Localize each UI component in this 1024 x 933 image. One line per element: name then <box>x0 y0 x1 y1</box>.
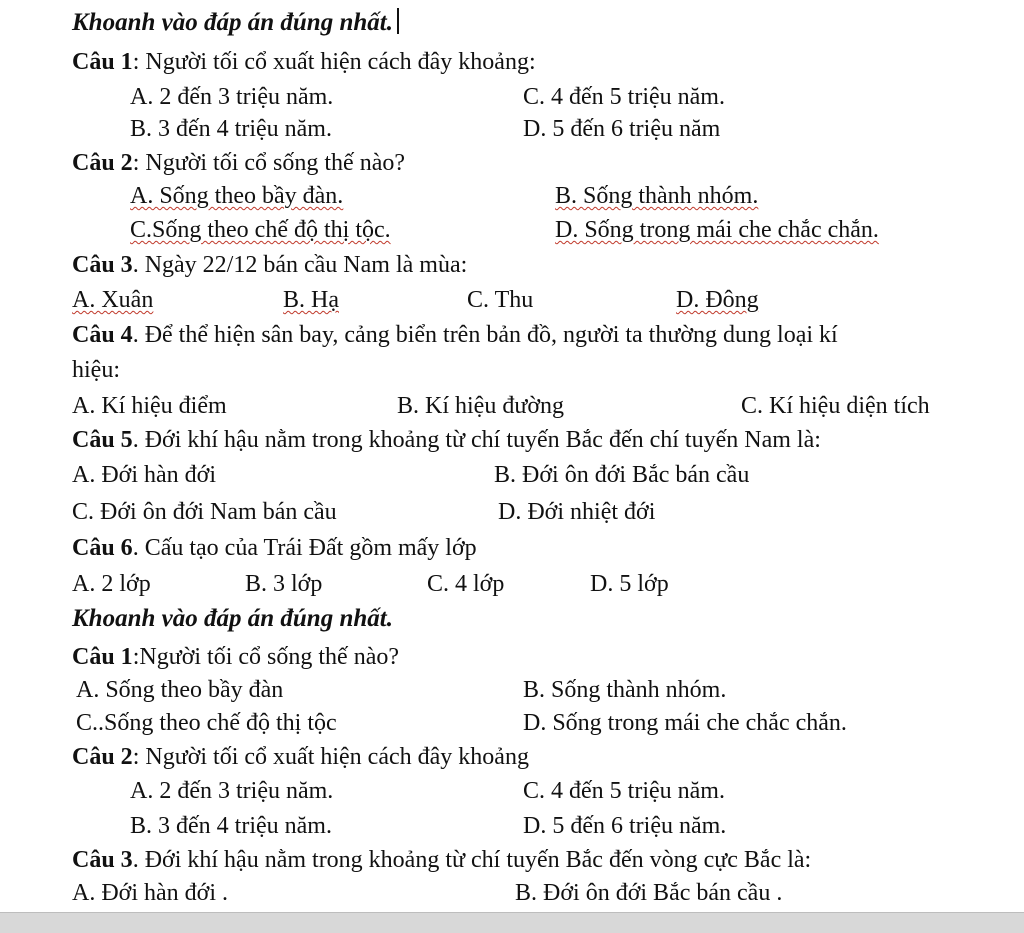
s2-q1-text: :Người tối cổ sống thế nào? <box>132 644 400 670</box>
s1-q4-label: Câu 4 <box>72 322 133 348</box>
s1-q3-question <box>72 250 467 280</box>
section1-heading: Khoanh vào đáp án đúng nhất. <box>72 8 399 38</box>
s2-q1-option-d: D. Sống trong mái che chắc chắn. <box>523 710 847 736</box>
s2-q3-text: . Đới khí hậu nằm trong khoảng từ chí tuyến Bắc đến vòng cực Bắc là: <box>132 847 812 873</box>
s1-q3-label: Câu 3 <box>72 252 133 278</box>
s1-q2-option-b: B. Sống thành nhóm. <box>555 183 759 209</box>
s2-q2-option-c: C. 4 đến 5 triệu năm. <box>523 778 725 804</box>
s1-q4-text-continued: hiệu: <box>72 357 120 383</box>
s2-q2-option-a: A. 2 đến 3 triệu năm. <box>130 778 334 804</box>
s1-q4-text: . Để thể hiện sân bay, cảng biển trên bản đồ, người ta thường dung loại kí <box>132 322 838 348</box>
s1-q1-option-c: C. 4 đến 5 triệu năm. <box>523 84 725 110</box>
s1-q5-text: . Đới khí hậu nằm trong khoảng từ chí tuyến Bắc đến chí tuyến Nam là: <box>132 427 821 453</box>
s2-q1-label: Câu 1 <box>72 644 133 670</box>
s2-q1-option-a: A. Sống theo bầy đàn <box>76 677 284 703</box>
s2-q2-text: : Người tối cổ xuất hiện cách đây khoảng <box>132 744 529 770</box>
s1-q6-option-a: A. 2 lớp <box>72 571 151 597</box>
text-cursor <box>397 8 399 34</box>
s2-q2-label: Câu 2 <box>72 744 133 770</box>
s2-q1-option-c: C..Sống theo chế độ thị tộc <box>76 710 337 736</box>
s1-q2-text: : Người tối cổ sống thế nào? <box>132 150 406 176</box>
s1-q5-option-a: A. Đới hàn đới <box>72 462 217 488</box>
section2-heading: Khoanh vào đáp án đúng nhất. <box>72 605 393 632</box>
s1-q1-question <box>72 47 536 77</box>
s2-q1-option-b: B. Sống thành nhóm. <box>523 677 727 703</box>
s2-q1-question <box>72 642 399 672</box>
s2-q2-question <box>72 742 529 772</box>
s1-q5-option-c: C. Đới ôn đới Nam bán cầu <box>72 499 337 525</box>
s1-q1-text: : Người tối cổ xuất hiện cách đây khoảng: <box>132 49 536 75</box>
s2-q3-option-b: B. Đới ôn đới Bắc bán cầu . <box>515 880 783 906</box>
s1-q1-option-b: B. 3 đến 4 triệu năm. <box>130 116 332 142</box>
s1-q4-option-c: C. Kí hiệu diện tích <box>741 393 930 419</box>
s2-q3-label: Câu 3 <box>72 847 133 873</box>
s1-q4-question <box>72 320 838 350</box>
s1-q2-option-d: D. Sống trong mái che chắc chắn. <box>555 217 879 243</box>
s1-q3-option-d: D. Đông <box>676 287 759 313</box>
s1-q6-label: Câu 6 <box>72 535 133 561</box>
s1-q6-option-b: B. 3 lớp <box>245 571 323 597</box>
s1-q6-option-c: C. 4 lớp <box>427 571 505 597</box>
s1-q3-option-a: A. Xuân <box>72 287 154 313</box>
s1-q1-option-a: A. 2 đến 3 triệu năm. <box>130 84 334 110</box>
s1-q5-option-d: D. Đới nhiệt đới <box>498 499 656 525</box>
s1-q2-option-a: A. Sống theo bầy đàn. <box>130 183 344 209</box>
s1-q5-question <box>72 425 821 455</box>
s1-q5-option-b: B. Đới ôn đới Bắc bán cầu <box>494 462 750 488</box>
s1-q5-label: Câu 5 <box>72 427 133 453</box>
s1-q6-question <box>72 533 477 563</box>
horizontal-scrollbar[interactable] <box>0 912 1024 933</box>
s1-q1-label: Câu 1 <box>72 49 133 75</box>
s1-q4-option-a: A. Kí hiệu điểm <box>72 393 227 419</box>
s1-q6-option-d: D. 5 lớp <box>590 571 669 597</box>
s2-q2-option-b: B. 3 đến 4 triệu năm. <box>130 813 332 839</box>
s1-q3-option-b: B. Hạ <box>283 287 339 313</box>
s1-q3-option-c: C. Thu <box>467 287 534 313</box>
s2-q2-option-d: D. 5 đến 6 triệu năm. <box>523 813 727 839</box>
s1-q2-label: Câu 2 <box>72 150 133 176</box>
s1-q4-option-b: B. Kí hiệu đường <box>397 393 565 419</box>
s1-q2-question <box>72 148 405 178</box>
s1-q2-option-c: C.Sống theo chế độ thị tộc. <box>130 217 391 243</box>
s1-q1-option-d: D. 5 đến 6 triệu năm <box>523 116 721 142</box>
s1-q6-text: . Cấu tạo của Trái Đất gồm mấy lớp <box>132 535 477 561</box>
s2-q3-option-a: A. Đới hàn đới . <box>72 880 229 906</box>
s2-q3-question <box>72 845 811 875</box>
s1-q3-text: . Ngày 22/12 bán cầu Nam là mùa: <box>132 252 468 278</box>
